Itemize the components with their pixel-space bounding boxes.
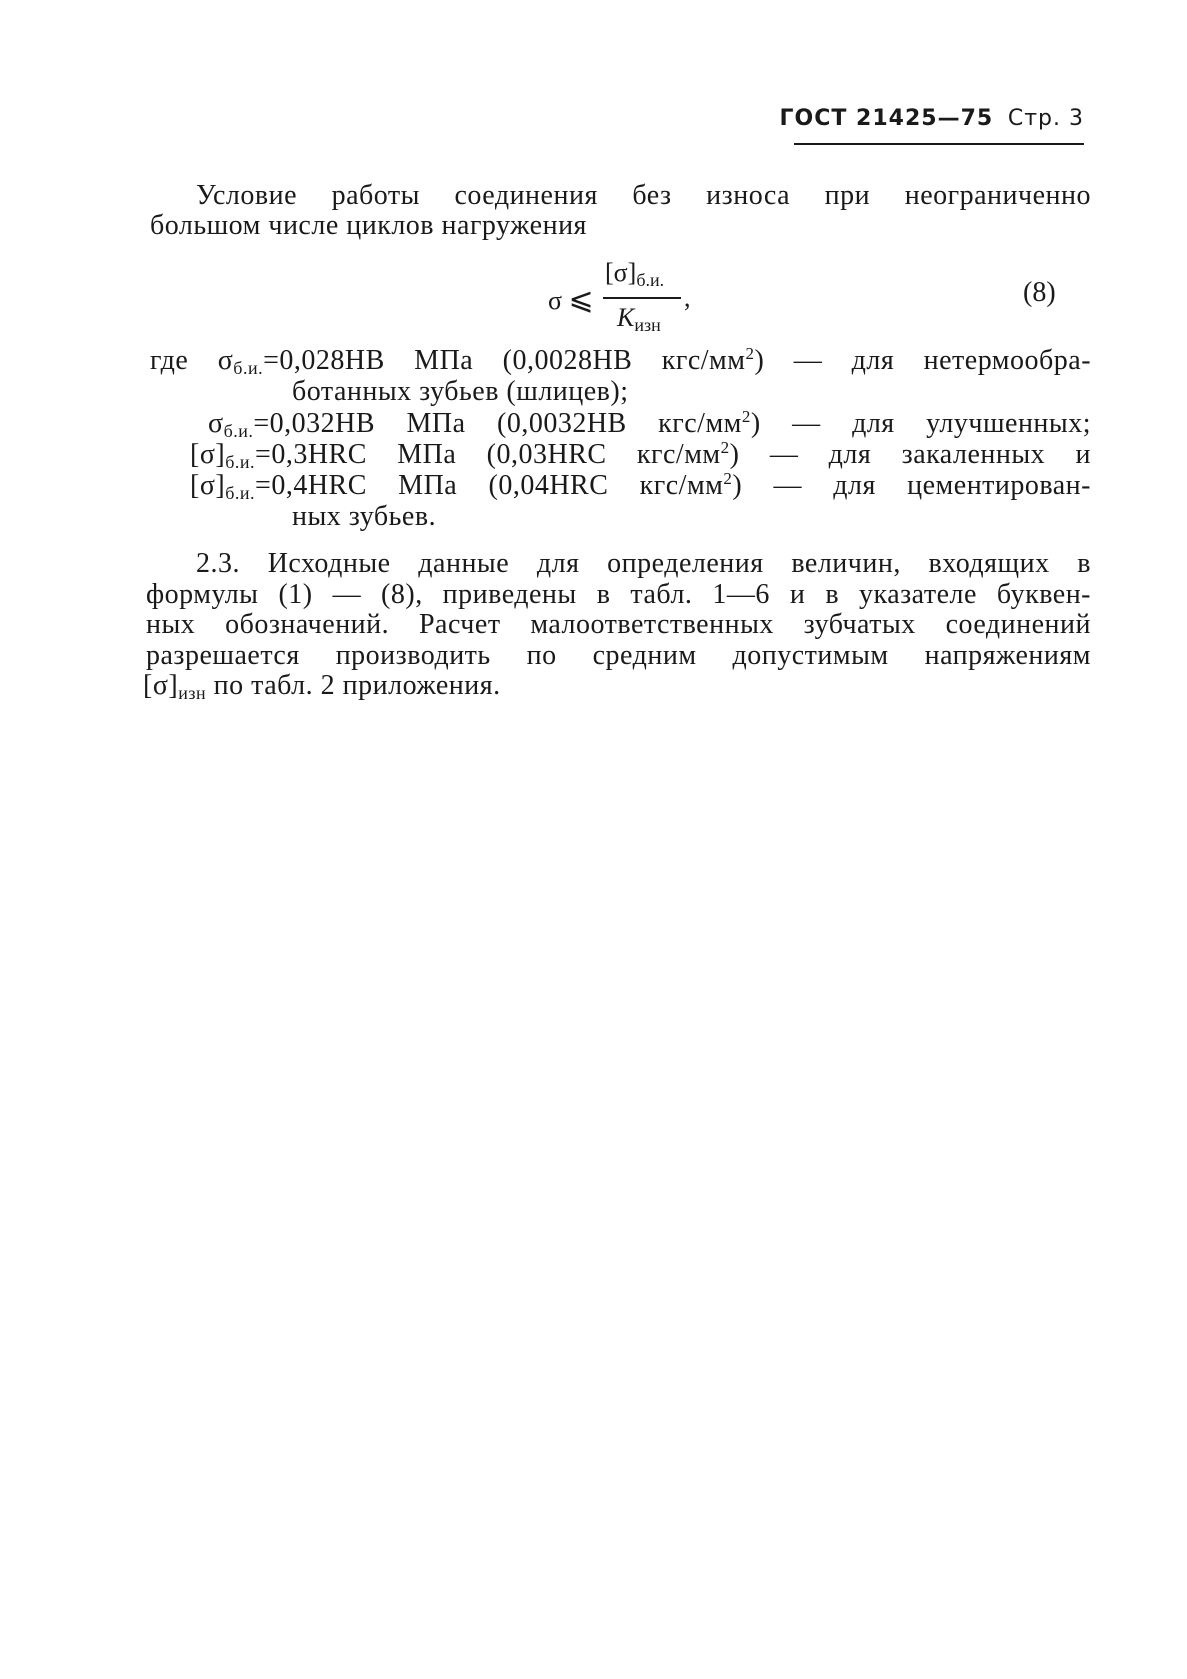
def-sigma: σ	[208, 408, 224, 439]
para-2-3-line-1: 2.3. Исходные данные для определения величин, входящих в	[196, 548, 1091, 579]
fraction-bar	[603, 297, 681, 299]
formula-relation: ⩽	[568, 283, 594, 316]
standard-number: ГОСТ 21425—75	[779, 106, 994, 131]
formula-denominator	[617, 303, 661, 333]
page-header	[780, 106, 1084, 131]
def-sigma-bracket: [σ]	[190, 439, 226, 470]
def-sigma: σ	[217, 345, 234, 376]
para-2-3-line-3: ных обозначений. Расчет малоответственных зубчатых соединений	[146, 609, 1091, 640]
definition-line-3	[208, 408, 1091, 440]
definition-line-4	[190, 439, 1091, 471]
def-text: =0,032HB МПа (0,0032HB кгс/мм	[253, 408, 742, 439]
sigma-izn-subscript: изн	[178, 683, 207, 703]
def-superscript: 2	[723, 469, 733, 488]
def-tail: ) — для закаленных и	[729, 439, 1091, 470]
denominator-subscript: изн	[634, 315, 661, 335]
formula-sigma: σ	[548, 286, 563, 315]
def-symbol	[190, 470, 255, 501]
def-subscript: б.и.	[225, 452, 256, 472]
def-tail: ) — для цементирован-	[732, 470, 1091, 501]
def-subscript: б.и.	[233, 358, 264, 378]
definition-line-2: ботанных зубьев (шлицев);	[292, 376, 629, 407]
definition-line-6: ных зубьев.	[292, 501, 437, 532]
def-tail: ) — для нетермообра-	[754, 345, 1092, 376]
def-superscript: 2	[741, 407, 751, 426]
def-symbol	[208, 408, 253, 439]
denominator-symbol: K	[617, 303, 635, 332]
numerator-symbol: [σ]	[605, 258, 637, 287]
def-subscript: б.и.	[223, 421, 254, 441]
definition-line-1	[150, 345, 1091, 377]
intro-line-1: Условие работы соединения без износа при неограниченно	[196, 180, 1091, 211]
para-2-3-line-5	[143, 670, 501, 702]
def-prefix: где	[150, 345, 189, 376]
def-superscript: 2	[745, 344, 755, 363]
def-sigma-bracket: [σ]	[190, 470, 226, 501]
def-symbol	[218, 345, 263, 376]
def-tail: ) — для улучшенных;	[750, 408, 1091, 439]
def-symbol	[190, 439, 255, 470]
def-subscript: б.и.	[225, 483, 256, 503]
def-text: =0,028HB МПа (0,0028HB кгс/мм	[263, 345, 746, 376]
formula-comma: ,	[684, 283, 691, 312]
definition-line-5	[190, 470, 1091, 502]
def-text: =0,3HRC МПа (0,03HRC кгс/мм	[255, 439, 721, 470]
def-text: =0,4HRC МПа (0,04HRC кгс/мм	[255, 470, 724, 501]
header-rule	[794, 143, 1084, 145]
para-2-3-line-2: формулы (1) — (8), приведены в табл. 1—6 и в указателе буквен-	[146, 579, 1091, 610]
sigma-izn-symbol: [σ]	[143, 670, 179, 701]
para-2-3-line-4: разрешается производить по средним допустимым напряжениям	[146, 640, 1091, 671]
page-number: Стр. 3	[1007, 106, 1084, 131]
formula-lhs	[548, 282, 594, 317]
def-superscript: 2	[720, 438, 730, 457]
intro-line-2: большом числе циклов нагружения	[150, 210, 587, 241]
numerator-subscript: б.и.	[636, 270, 665, 290]
para-2-3-line-5-text: по табл. 2 приложения.	[206, 670, 501, 701]
formula-numerator	[605, 258, 664, 288]
formula-number: (8)	[1023, 277, 1056, 308]
